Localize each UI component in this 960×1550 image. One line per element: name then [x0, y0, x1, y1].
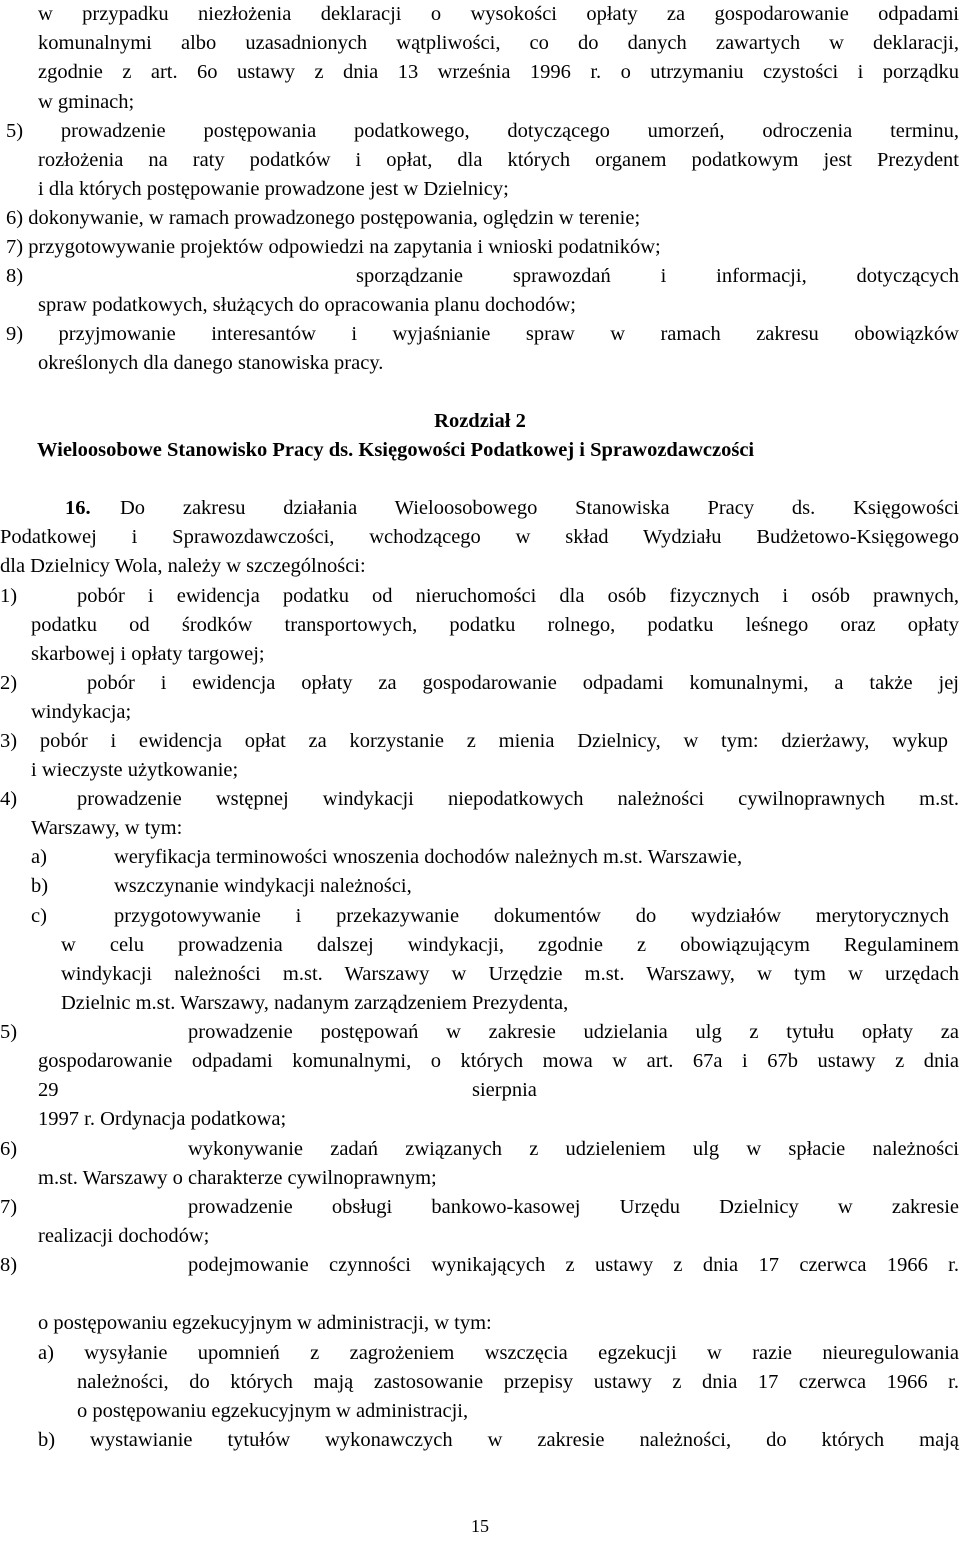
text-line: rozłożenia na raty podatków i opłat, dla których organem podatkowym jest Prezydent — [38, 149, 959, 171]
list-item-6: 6) dokonywanie, w ramach prowadzonego postępowania, oględzin w terenie; — [6, 207, 641, 229]
text-line: i dla których postępowanie prowadzone jest w Dzielnicy; — [38, 178, 509, 200]
text-line: należności, do których mają zastosowanie przepisy ustawy z dnia 17 czerwca 1966 r. — [77, 1371, 959, 1393]
list-item-number: 8) — [0, 1254, 18, 1276]
list-item-number: 5) — [0, 1021, 18, 1043]
sub-item-letter: a) — [31, 846, 47, 868]
text-line: zgodnie z art. 6o ustawy z dnia 13 września 1996 r. o utrzymaniu czystości i porządku — [38, 61, 959, 83]
list-item-7b: prowadzenie obsługi bankowo-kasowej Urzędu Dzielnicy w zakresie — [188, 1196, 959, 1218]
text-line: 29 — [38, 1079, 59, 1101]
sub-item-letter: c) — [31, 905, 47, 927]
sub-item-b: b) wystawianie tytułów wykonawczych w zakresie należności, do których mają — [38, 1429, 959, 1451]
text-line: komunalnymi albo uzasadnionych wątpliwości, co do danych zawartych w deklaracji, — [38, 32, 959, 54]
text-line: o postępowaniu egzekucyjnym w administracji, w tym: — [38, 1312, 492, 1334]
paragraph-text: dla Dzielnicy Wola, należy w szczególności: — [0, 555, 366, 577]
list-item-7: 7) przygotowywanie projektów odpowiedzi na zapytania i wnioski podatników; — [6, 236, 661, 258]
paragraph-text: Podatkowej i Sprawozdawczości, wchodzącego w skład Wydziału Budżetowo-Księgowego — [0, 526, 959, 548]
text-line: podatku od środków transportowych, podatku rolnego, podatku leśnego oraz opłaty — [31, 614, 959, 636]
text-line: w gminach; — [38, 91, 135, 113]
list-item-6b: wykonywanie zadań związanych z udzieleniem ulg w spłacie należności — [188, 1138, 959, 1160]
chapter-title: Wieloosobowe Stanowisko Pracy ds. Księgowości Podatkowej i Sprawozdawczości — [37, 439, 755, 461]
list-item-number: 2) — [0, 672, 18, 694]
text-line: spraw podatkowych, służących do opracowania planu dochodów; — [38, 294, 576, 316]
text-line: sierpnia — [472, 1079, 537, 1101]
list-item-8: sporządzanie sprawozdań i informacji, dotyczących — [356, 265, 959, 287]
text-line: m.st. Warszawy o charakterze cywilnoprawnym; — [38, 1167, 437, 1189]
sub-item-a: a) wysyłanie upomnień z zagrożeniem wszczęcia egzekucji w razie nieuregulowania — [38, 1342, 959, 1364]
text-line: Dzielnic m.st. Warszawy, nadanym zarządzeniem Prezydenta, — [61, 992, 569, 1014]
list-item-1: pobór i ewidencja podatku od nieruchomości dla osób fizycznych i osób prawnych, — [77, 585, 959, 607]
list-item-5: 5) prowadzenie postępowania podatkowego, dotyczącego umorzeń, odroczenia terminu, — [6, 120, 959, 142]
text-line: windykacja; — [31, 701, 132, 723]
text-line: Warszawy, w tym: — [31, 817, 183, 839]
text-line: w celu prowadzenia dalszej windykacji, zgodnie z obowiązującym Regulaminem — [61, 934, 959, 956]
list-item-5b: prowadzenie postępowań w zakresie udzielania ulg z tytułu opłaty za — [188, 1021, 959, 1043]
list-item-2: pobór i ewidencja opłaty za gospodarowanie odpadami komunalnymi, a także jej — [87, 672, 959, 694]
chapter-number: Rozdział 2 — [434, 410, 526, 432]
text-line: i wieczyste użytkowanie; — [31, 759, 239, 781]
paragraph-text: Do zakresu działania Wieloosobowego Stanowiska Pracy ds. Księgowości — [120, 497, 959, 519]
page-number: 15 — [471, 1516, 489, 1536]
list-item-number: 4) — [0, 788, 18, 810]
list-item-number: 8) — [6, 265, 24, 287]
text-line: realizacji dochodów; — [38, 1225, 210, 1247]
sub-item-b: wszczynanie windykacji należności, — [114, 875, 412, 897]
text-line: windykacji należności m.st. Warszawy w Urzędzie m.st. Warszawy, w tym w urzędach — [61, 963, 959, 985]
list-item-3: 3) pobór i ewidencja opłat za korzystanie z mienia Dzielnicy, w tym: dzierżawy, wykup — [0, 730, 948, 752]
sub-item-letter: b) — [31, 875, 49, 897]
text-line: o postępowaniu egzekucyjnym w administracji, — [77, 1400, 469, 1422]
text-line: określonych dla danego stanowiska pracy. — [38, 352, 384, 374]
list-item-number: 6) — [0, 1138, 18, 1160]
list-item-number: 7) — [0, 1196, 18, 1218]
text-line: 1997 r. Ordynacja podatkowa; — [38, 1108, 287, 1130]
text-line: gospodarowanie odpadami komunalnymi, o których mowa w art. 67a i 67b ustawy z dnia — [38, 1050, 959, 1072]
text-line: w przypadku niezłożenia deklaracji o wysokości opłaty za gospodarowanie odpadami — [38, 3, 959, 25]
text-line: skarbowej i opłaty targowej; — [31, 643, 265, 665]
list-item-9: 9) przyjmowanie interesantów i wyjaśnianie spraw w ramach zakresu obowiązków — [6, 323, 959, 345]
sub-item-a: weryfikacja terminowości wnoszenia dochodów należnych m.st. Warszawie, — [114, 846, 743, 868]
paragraph-number: 16. — [65, 497, 91, 519]
sub-item-c: przygotowywanie i przekazywanie dokumentów do wydziałów merytorycznych — [114, 905, 949, 927]
list-item-4: prowadzenie wstępnej windykacji niepodatkowych należności cywilnoprawnych m.st. — [77, 788, 959, 810]
list-item-8b: podejmowanie czynności wynikających z ustawy z dnia 17 czerwca 1966 r. — [188, 1254, 959, 1276]
list-item-number: 1) — [0, 585, 18, 607]
